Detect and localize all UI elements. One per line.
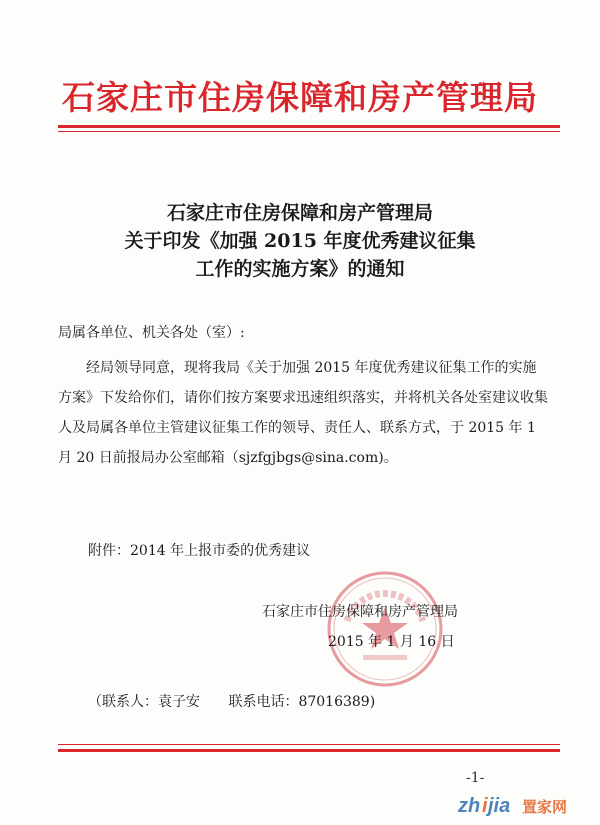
org-header-title: 石家庄市住房保障和房产管理局 — [62, 78, 538, 117]
title-line-3: 工作的实施方案》的通知 — [195, 258, 405, 280]
salutation: 局属各单位、机关各处（室）: — [58, 325, 245, 341]
contact-info — [88, 691, 399, 711]
page-number: -1- — [466, 770, 485, 786]
signature-org: 石家庄市住房保障和房产管理局 — [262, 604, 458, 620]
svg-text:jia: jia — [488, 795, 511, 817]
footer-red-rule-thin — [58, 744, 560, 745]
zhijia-watermark-logo — [458, 790, 598, 820]
notice-title — [0, 199, 600, 283]
svg-text:zh: zh — [458, 795, 481, 817]
contact-phone: 联系电话：87016389) — [228, 694, 376, 710]
attachment-line: 附件：2014 年上报市委的优秀建议 — [88, 543, 311, 559]
contact-person: （联系人：袁子安 — [88, 694, 200, 710]
footer-red-rule — [58, 749, 560, 752]
body-paragraph: 经局领导同意，现将我局《关于加强 2015 年度优秀建议征集工作的实施方案》下发给你们，请你们按方案要求迅速组织落实，并将机关各处室建议收集人及局属各单位主管建议征集工作的领导、责任人、联系方式，于 2015 年 1 月 20 日前报局办公室邮箱（sjzfgjbgs@sina.com)。 — [58, 360, 548, 466]
svg-text:置家网: 置家网 — [522, 798, 568, 816]
header-red-rule — [58, 125, 560, 128]
svg-text:i: i — [482, 795, 488, 817]
header-red-rule-thin — [58, 131, 560, 132]
title-line-2: 关于印发《加强 2015 年度优秀建议征集 — [124, 230, 476, 252]
title-line-1: 石家庄市住房保障和房产管理局 — [166, 202, 433, 224]
signature-date: 2015 年 1 月 16 日 — [328, 634, 455, 650]
official-seal-icon — [325, 569, 445, 689]
